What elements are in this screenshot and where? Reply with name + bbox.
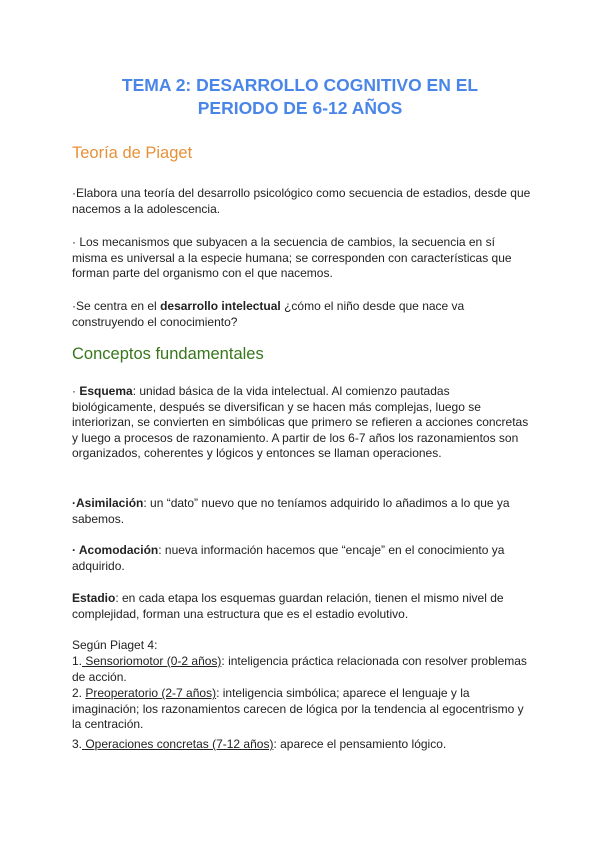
stage-3-label: Operaciones concretas (7-12 años): [82, 737, 274, 751]
paragraph-mechanisms: · Los mecanismos que subyacen a la secuencia de cambios, la secuencia en sí misma es universal a la especie humana; se corresponden con características que forman parte del organismo con el que nacemos.: [72, 235, 512, 280]
paragraph-asimilacion: [72, 496, 532, 527]
esquema-definition: : unidad básica de la vida intelectual. Al comienzo pautadas biológicamente, después se diversifican y se hacen más complejas, luego se interiorizan, se convierten en simbólicas que primero se refieren a acciones concretas y luego a procesos de razonamiento. A partir de los 6-7 años los razonamientos son organizados, coherentes y lógicos y entonces se llaman operaciones.: [72, 384, 529, 460]
stage-1-label: Sensoriomotor (0-2 años): [82, 654, 222, 668]
paragraph-stages-definition: ·Elabora una teoría del desarrollo psicológico como secuencia de estadios, desde que nacemos a la adolescencia.: [72, 186, 531, 216]
paragraph-acomodacion: [72, 543, 532, 574]
p3-suffix: ¿cómo el niño desde que nace va construyendo el conocimiento?: [72, 299, 465, 329]
stage-1-number: 1.: [72, 654, 83, 668]
esquema-bullet: ·: [72, 384, 80, 398]
paragraph-intellectual-development: [72, 299, 532, 330]
stage-1-sensoriomotor: [72, 654, 532, 685]
asimilacion-definition: : un “dato” nuevo que no teníamos adquirido lo añadimos a lo que ya sabemos.: [72, 496, 510, 526]
stage-2-preoperatorio: [72, 686, 532, 733]
stage-3-number: 3.: [72, 737, 83, 751]
stage-2-label: Preoperatorio (2-7 años): [85, 686, 217, 700]
acomodacion-term: · Acomodación: [72, 543, 159, 557]
paragraph-estadio: [72, 591, 532, 622]
heading-fundamental-concepts: Conceptos fundamentales: [72, 345, 264, 363]
esquema-term: Esquema: [79, 384, 133, 398]
acomodacion-definition: : nueva información hacemos que “encaje” en el conocimiento ya adquirido.: [72, 543, 505, 573]
stage-2-number: 2.: [72, 686, 86, 700]
stage-3-description: : aparece el pensamiento lógico.: [273, 737, 447, 751]
stage-3-operaciones-concretas: [72, 737, 532, 753]
title-line-2: PERIODO DE 6-12 AÑOS: [197, 98, 403, 118]
p3-prefix: ·Se centra en el: [72, 299, 161, 313]
stage-2-description: : inteligencia simbólica; aparece el lenguaje y la imaginación; los razonamientos carecen de lógica por la tendencia al egocentrismo y la centración.: [72, 686, 524, 731]
heading-piaget-theory: Teoría de Piaget: [72, 144, 193, 162]
p3-bold-term: desarrollo intelectual: [160, 299, 281, 313]
estadio-definition: : en cada etapa los esquemas guardan relación, tienen el mismo nivel de complejidad, forman una estructura que es el estadio evolutivo.: [72, 591, 504, 621]
title-line-1: TEMA 2: DESARROLLO COGNITIVO EN EL: [121, 75, 479, 95]
stages-intro: Según Piaget 4:: [72, 638, 158, 652]
estadio-term: Estadio: [72, 591, 116, 605]
paragraph-esquema: [72, 384, 532, 462]
page-title: [70, 74, 530, 120]
asimilacion-term: ·Asimilación: [72, 496, 144, 510]
stage-1-description: : inteligencia práctica relacionada con resolver problemas de acción.: [72, 654, 527, 684]
